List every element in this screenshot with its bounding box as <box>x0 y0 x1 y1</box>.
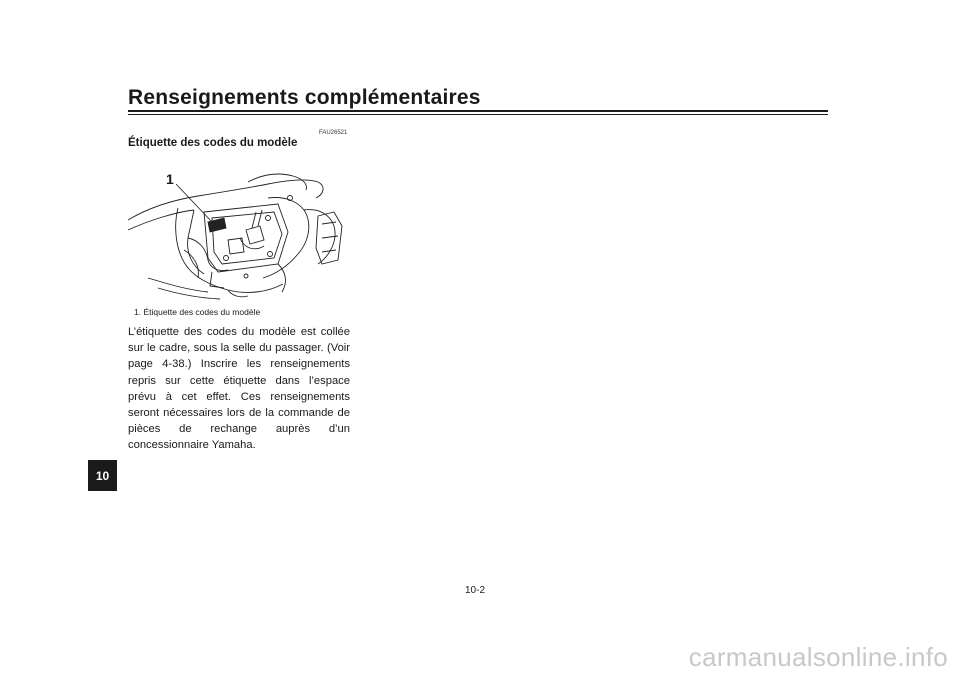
section-code: FAU26521 <box>319 130 348 136</box>
header-rule-thin <box>128 114 828 115</box>
page-title: Renseignements complémentaires <box>128 86 481 109</box>
section-heading: Étiquette des codes du modèle <box>128 137 298 149</box>
watermark: carmanualsonline.info <box>688 642 948 672</box>
chapter-tab: 10 <box>88 460 117 491</box>
figure-caption: 1. Étiquette des codes du modèle <box>134 307 261 317</box>
model-label-illustration <box>128 168 354 301</box>
page-number: 10-2 <box>465 585 486 596</box>
callout-number: 1 <box>166 171 174 187</box>
header-rule <box>128 110 828 112</box>
body-paragraph: L’étiquette des codes du modèle est collée sur le cadre, sous la selle du passager. (Voir page 4-38.) Inscrire les renseignements repris sur cette étiquette dans l’espace prévu à cet effet. Ces renseignements seront nécessaires lors de la commande de pièces de rechange auprès d’un concessionnaire Yamaha. <box>128 326 350 452</box>
